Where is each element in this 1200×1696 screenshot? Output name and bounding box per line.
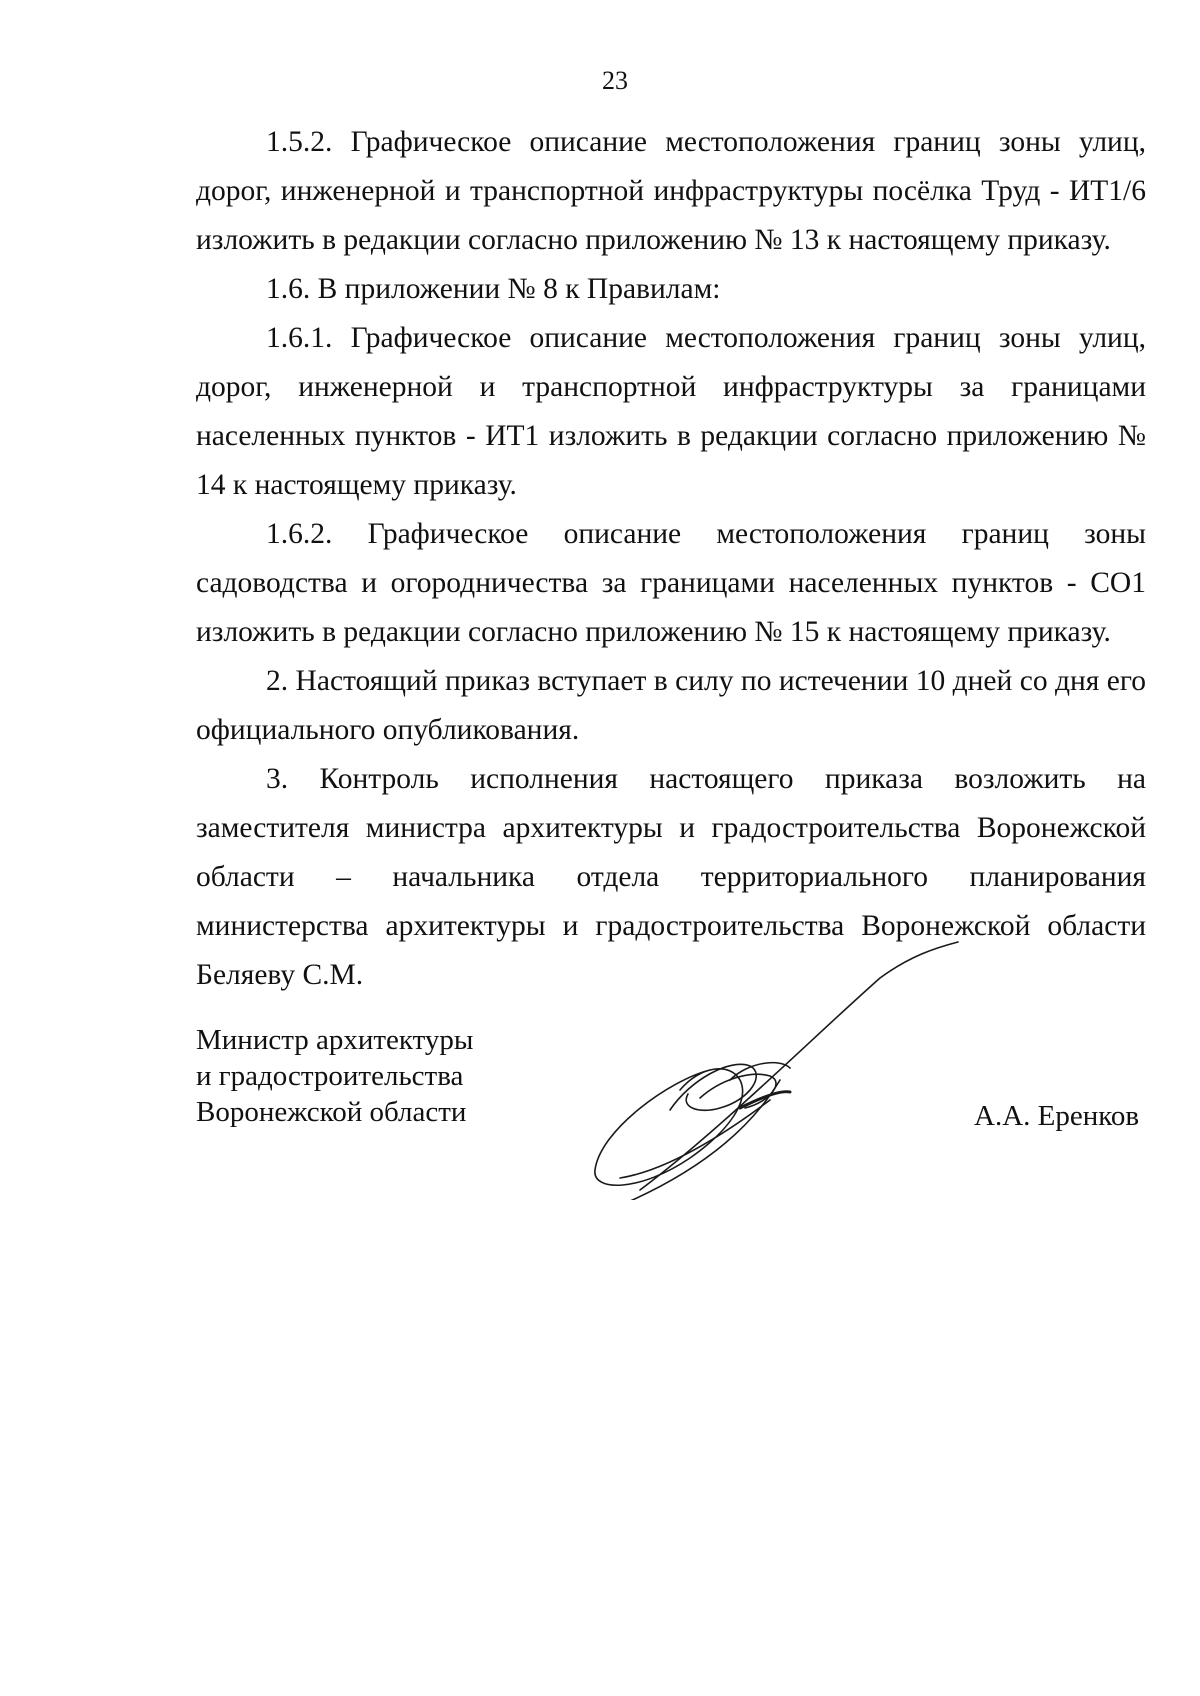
signatory-title <box>196 1022 473 1130</box>
signatory-title-line: Воронежской области <box>196 1096 467 1128</box>
paragraph-1-6-1: 1.6.1. Графическое описание местоположения границ зоны улиц, дорог, инженерной и транспортной инфраструктуры за границами населенных пунктов - ИТ1 изложить в редакции согласно приложению № 14 к настоящему приказу. <box>196 322 1146 501</box>
paragraph-1-6-2: 1.6.2. Графическое описание местоположения границ зоны садоводства и огородничества за границами населенных пунктов - СО1 изложить в редакции согласно приложению № 15 к настоящему приказу. <box>196 518 1146 648</box>
signer-name: А.А. Еренков <box>974 1100 1140 1132</box>
paragraph-3: 3. Контроль исполнения настоящего приказа возложить на заместителя министра архитектуры и градостроительства Воронежской области – начальника отдела территориального планирования министерства архитектуры и градостроительства Воронежской области Беляеву С.М. <box>196 763 1146 991</box>
document-body <box>196 118 1146 1000</box>
signatory-title-line: Министр архитектуры <box>196 1024 474 1056</box>
handwritten-signature <box>580 930 980 1200</box>
page-number: 23 <box>602 66 628 95</box>
paragraph-1-5-2: 1.5.2. Графическое описание местоположения границ зоны улиц, дорог, инженерной и транспортной инфраструктуры посёлка Труд - ИТ1/6 изложить в редакции согласно приложению № 13 к настоящему приказу. <box>196 126 1146 256</box>
paragraph-2: 2. Настоящий приказ вступает в силу по истечении 10 дней со дня его официального опубликования. <box>196 665 1146 746</box>
paragraph-1-6: 1.6. В приложении № 8 к Правилам: <box>266 273 721 305</box>
signatory-title-line: и градостроительства <box>196 1060 464 1092</box>
